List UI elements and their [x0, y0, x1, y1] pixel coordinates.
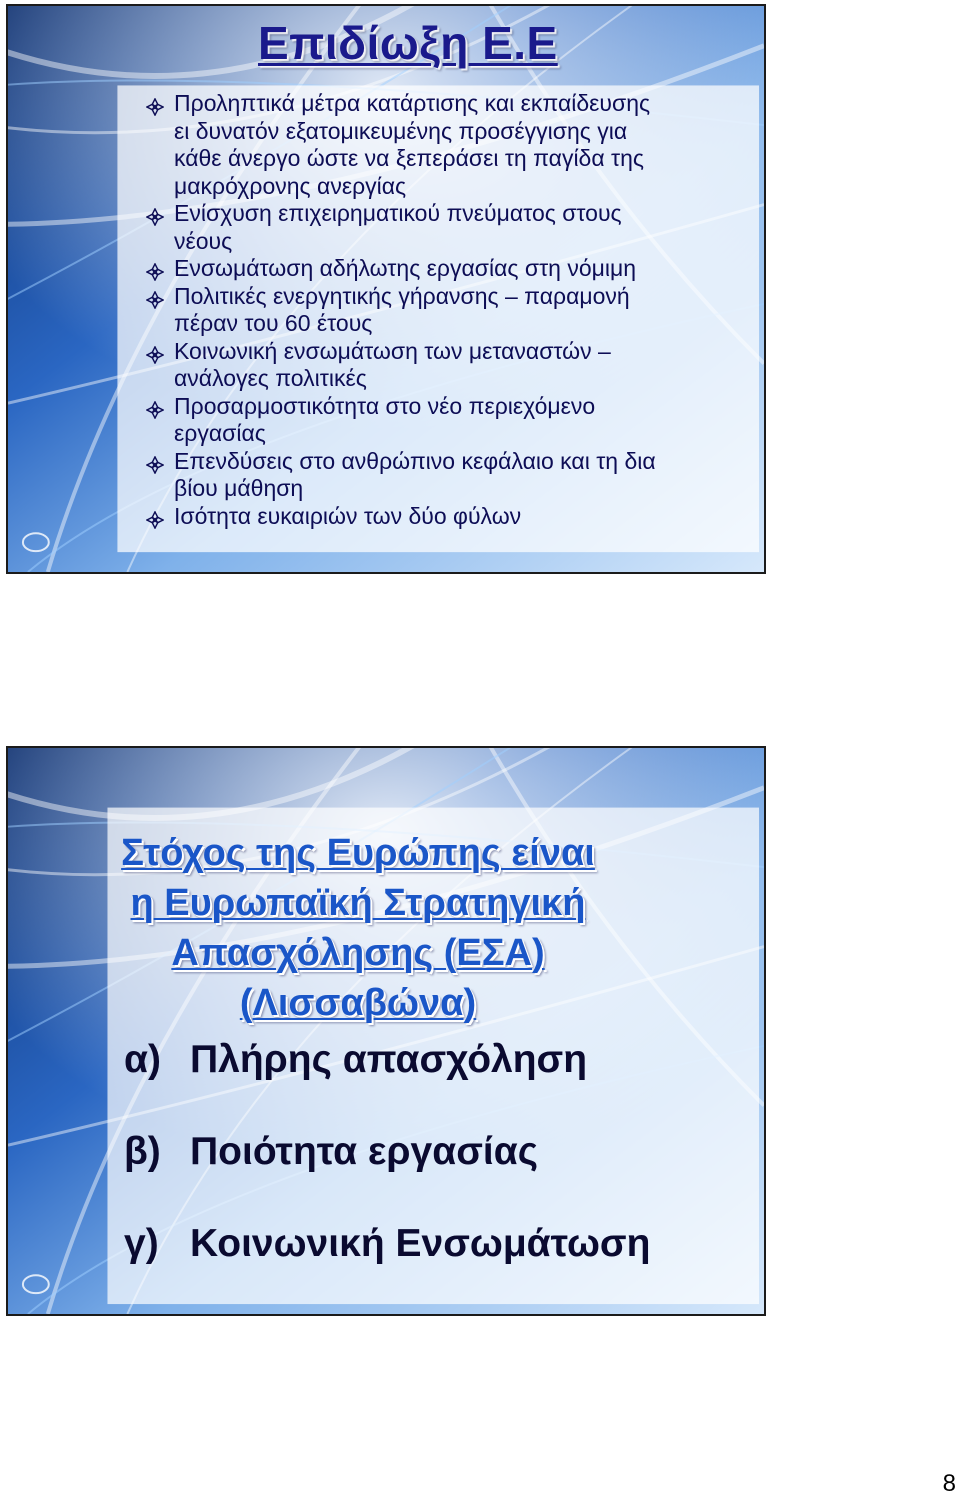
slide-2-title-line: Απασχόλησης (ΕΣΑ)	[171, 932, 545, 974]
diamond-bullet-icon	[146, 205, 164, 223]
bullet-list	[146, 90, 756, 530]
bullet-line: ει δυνατόν εξατομικευμένης προσέγγισης για	[174, 117, 628, 144]
diamond-bullet-icon	[146, 453, 164, 471]
goal-letter: α)	[124, 1038, 161, 1081]
goal-item-social-inclusion	[124, 1222, 650, 1266]
bullet-line: νέους	[174, 227, 233, 254]
bullet-line: Επενδύσεις στο ανθρώπινο κεφάλαιο και τη δια	[174, 447, 656, 474]
bullet-line: ανάλογες πολιτικές	[174, 365, 367, 391]
goal-text: Πλήρης απασχόληση	[190, 1038, 588, 1081]
slide-2-content	[8, 748, 764, 1314]
diamond-bullet-icon	[146, 95, 164, 113]
diamond-bullet-icon	[146, 343, 164, 361]
goal-text: Ποιότητα εργασίας	[190, 1130, 538, 1173]
bullet-line: εργασίας	[174, 420, 266, 446]
bullet-line: Ενσωμάτωση αδήλωτης εργασίας στη νόμιμη	[174, 255, 637, 281]
slide-2-title-line: Στόχος της Ευρώπης είναι	[121, 832, 595, 874]
diamond-bullet-icon	[146, 398, 164, 416]
bullet-line: Προληπτικά μέτρα κατάρτισης και εκπαίδευσης	[174, 90, 651, 116]
bullet-item	[146, 448, 756, 503]
slide-2-title	[98, 828, 618, 1028]
bullet-item	[146, 255, 756, 283]
bullet-item	[146, 338, 756, 393]
bullet-line: πέραν του 60 έτους	[174, 310, 373, 336]
slide-2	[6, 746, 766, 1316]
bullet-line: Ενίσχυση επιχειρηματικού πνεύματος στους	[174, 200, 622, 226]
bullet-line: Ισότητα ευκαιριών των δύο φύλων	[174, 502, 522, 529]
bullet-item	[146, 503, 756, 531]
diamond-bullet-icon	[146, 288, 164, 306]
slide-2-title-line: η Ευρωπαϊκή Στρατηγική	[130, 882, 586, 924]
diamond-bullet-icon	[146, 260, 164, 278]
bullet-item	[146, 200, 756, 255]
bullet-line: βίου μάθηση	[174, 475, 304, 501]
bullet-line: Κοινωνική ενσωμάτωση των μεταναστών –	[174, 337, 611, 364]
goal-letter: β)	[124, 1130, 161, 1173]
slide-1	[6, 4, 766, 574]
goal-text: Κοινωνική Ενσωμάτωση	[190, 1222, 651, 1265]
diamond-bullet-icon	[146, 508, 164, 526]
goal-letter: γ)	[124, 1222, 159, 1265]
bullet-line: μακρόχρονης ανεργίας	[174, 172, 407, 199]
bullet-item	[146, 393, 756, 448]
slide-2-title-line: (Λισσαβώνα)	[239, 982, 477, 1024]
goal-item-full-employment	[124, 1038, 587, 1082]
bullet-line: Πολιτικές ενεργητικής γήρανσης – παραμονή	[174, 282, 630, 309]
slide-1-content	[8, 6, 764, 572]
slide-1-title: Επιδίωξη Ε.Ε	[258, 17, 558, 69]
bullet-item	[146, 90, 756, 200]
page-number: 8	[942, 1470, 956, 1497]
bullet-item	[146, 283, 756, 338]
bullet-line: Προσαρμοστικότητα στο νέο περιεχόμενο	[174, 392, 596, 419]
goal-item-work-quality	[124, 1130, 538, 1174]
bullet-line: κάθε άνεργο ώστε να ξεπεράσει τη παγίδα της	[174, 145, 645, 171]
